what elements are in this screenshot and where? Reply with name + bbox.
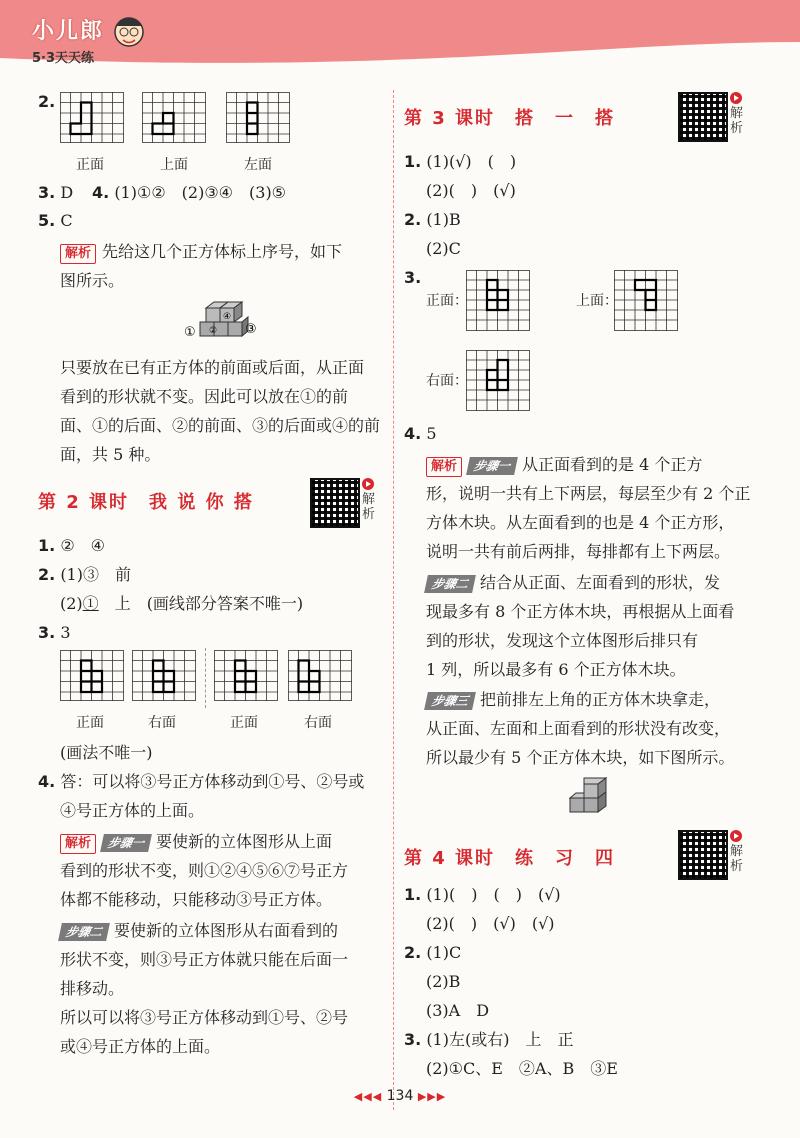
- s3-analysis-l5: 步骤二 结合从正面、左面看到的形状，发: [426, 573, 720, 593]
- s2-q4-line2: ④号正方体的上面。: [60, 801, 205, 820]
- grid-left-view: [226, 92, 290, 144]
- s2-analysis-l6: 排移动。: [60, 979, 125, 998]
- brand-logo: [32, 14, 104, 66]
- analysis-q5-line1: 解析 先给这几个正方体标上序号，如下: [60, 242, 342, 264]
- grid-top-view: [142, 92, 206, 144]
- page-footer: [0, 1088, 800, 1104]
- s4-q2b: (2)B: [426, 972, 461, 991]
- s4-q1b: (2)( ) (√) (√): [426, 914, 555, 933]
- q3-answer: 3. D: [38, 183, 74, 202]
- s3-q1a: 1. (1)(√) ( ): [404, 152, 517, 171]
- s3-analysis-l2: 形，说明一共有上下两层，每层至少有 2 个正: [426, 484, 751, 503]
- grid-s2-front-b: [214, 650, 278, 702]
- s3-analysis-l8: 1 列，所以最多有 6 个正方体木块。: [426, 660, 686, 679]
- grid-s3-top: [614, 270, 678, 332]
- s2-q3-note: (画法不唯一): [60, 743, 153, 762]
- s3-analysis-l11: 所以最少有 5 个正方体木块，如下图所示。: [426, 748, 735, 767]
- qr-code-icon-s4[interactable]: [678, 830, 728, 880]
- step-2-badge: 步骤二: [424, 575, 476, 593]
- s2-analysis-l3: 体都不能移动，只能移动③号正方体。: [60, 890, 333, 909]
- caption-s2-front-a: 正面: [76, 715, 104, 731]
- cube-label-1: ①: [184, 325, 196, 340]
- s2-q2a: 2. (1)③ 前: [38, 565, 131, 584]
- caption-s2-right-a: 右面: [148, 715, 176, 731]
- s3-q4: 4. 5: [404, 424, 437, 443]
- grid-s2-front-a: [60, 650, 124, 702]
- para-line-3: 面、①的后面、②的前面、③的后面或④的前: [60, 416, 381, 435]
- s2-analysis-l8: 或④号正方体的上面。: [60, 1037, 221, 1056]
- step-3-badge: 步骤三: [424, 692, 476, 710]
- q4-answer: 4. (1)①② (2)③④ (3)⑤: [92, 183, 287, 202]
- caption-s3-right: 右面：: [426, 373, 468, 389]
- s3-q1b: (2)( ) (√): [426, 181, 516, 200]
- s4-q3a: 3. (1)左(或右) 上 正: [404, 1030, 574, 1049]
- page-number: 134: [386, 1088, 414, 1104]
- cube-label-2: ②: [209, 326, 218, 336]
- brand-name: 小儿郎: [32, 19, 105, 44]
- s4-q3b: (2)①C、E ②A、B ③E: [426, 1059, 618, 1078]
- grid-s3-front: [466, 270, 530, 332]
- s2-analysis-l7: 所以可以将③号正方体移动到①号、②号: [60, 1008, 349, 1027]
- caption-s3-top: 上面：: [576, 293, 618, 309]
- grid-s2-right-b: [288, 650, 352, 702]
- s2-analysis-l5: 形状不变，则③号正方体就只能在后面一: [60, 950, 349, 969]
- play-icon: [730, 92, 742, 104]
- analysis-q5-line2: 图所示。: [60, 271, 125, 290]
- s3-analysis-l4: 说明一共有前后两排，每排都有上下两层。: [426, 542, 731, 561]
- prev-arrows-icon: ◀◀◀: [353, 1090, 383, 1103]
- caption-s3-front: 正面：: [426, 293, 468, 309]
- caption-top: 上面: [160, 157, 188, 173]
- cube-figure-min: [566, 776, 616, 822]
- section-4-title: 第 4 课时 练 习 四: [404, 848, 616, 869]
- grid-divider: [205, 648, 206, 708]
- column-divider: [393, 90, 394, 1110]
- q5-answer: 5. C: [38, 211, 73, 230]
- cube-label-3: ③: [245, 322, 257, 337]
- s2-analysis-l2: 看到的形状不变，则①②④⑤⑥⑦号正方: [60, 861, 349, 880]
- caption-front: 正面: [76, 157, 104, 173]
- caption-s2-front-b: 正面: [230, 715, 258, 731]
- para-line-2: 看到的形状就不变。因此可以放在①的前: [60, 387, 349, 406]
- s2-q3: 3. 3: [38, 623, 71, 642]
- s2-q2b: (2)① 上 (画线部分答案不唯一): [60, 594, 304, 613]
- para-line-1: 只要放在已有正方体的前面或后面，从正面: [60, 358, 365, 377]
- grid-s2-right-a: [132, 650, 196, 702]
- s2-q1: 1. ② ④: [38, 536, 106, 555]
- qr-code-icon-s3[interactable]: [678, 92, 728, 142]
- next-arrows-icon: ▶▶▶: [417, 1090, 447, 1103]
- s3-q2b: (2)C: [426, 239, 461, 258]
- step-1-badge: 步骤一: [466, 457, 518, 475]
- section-2-title: 第 2 课时 我 说 你 搭: [38, 492, 254, 513]
- step-1-badge: 步骤一: [100, 834, 152, 852]
- analysis-tag: 解析: [60, 244, 96, 264]
- play-icon: [730, 830, 742, 842]
- caption-s2-right-b: 右面: [304, 715, 332, 731]
- s2-q4-line1: 4. 答：可以将③号正方体移动到①号、②号或: [38, 772, 365, 791]
- s2-analysis-l1: 解析 步骤一 要使新的立体图形从上面: [60, 832, 332, 854]
- para-line-4: 面，共 5 种。: [60, 445, 161, 464]
- s2-analysis-l4: 步骤二 要使新的立体图形从右面看到的: [60, 921, 338, 941]
- brand-subtitle: 5·3天天练: [32, 51, 95, 66]
- step-2-badge: 步骤二: [58, 923, 110, 941]
- qr-analysis-label[interactable]: 解析: [362, 478, 376, 522]
- s4-q2a: 2. (1)C: [404, 943, 462, 962]
- q2-number: 2.: [38, 92, 56, 111]
- s3-analysis-l3: 方体木块。从左面看到的也是 4 个正方形，: [426, 513, 735, 532]
- grid-front-view: [60, 92, 124, 144]
- s3-q3-number: 3.: [404, 268, 422, 287]
- cube-stack-figure: [182, 300, 258, 350]
- s3-analysis-l10: 从正面、左面和上面看到的形状没有改变，: [426, 719, 731, 738]
- qr-code-icon[interactable]: [310, 478, 360, 528]
- s4-q1a: 1. (1)( ) ( ) (√): [404, 885, 561, 904]
- play-icon: [362, 478, 374, 490]
- s3-analysis-l7: 到的形状，发现这个立体图形后排只有: [426, 631, 699, 650]
- section-3-title: 第 3 课时 搭 一 搭: [404, 108, 616, 129]
- qr-analysis-label-s4[interactable]: 解析: [730, 830, 744, 874]
- s3-analysis-l1: 解析 步骤一 从正面看到的是 4 个正方: [426, 455, 702, 477]
- s4-q2c: (3)A D: [426, 1001, 490, 1020]
- s3-analysis-l6: 现最多有 8 个正方体木块，再根据从上面看: [426, 602, 735, 621]
- grid-s3-right: [466, 350, 530, 412]
- s3-q2a: 2. (1)B: [404, 210, 461, 229]
- caption-left: 左面: [244, 157, 272, 173]
- mascot-icon: [112, 12, 146, 56]
- qr-analysis-label-s3[interactable]: 解析: [730, 92, 744, 136]
- cube-label-4: ④: [223, 312, 232, 322]
- s3-analysis-l9: 步骤三 把前排左上角的正方体木块拿走，: [426, 690, 720, 710]
